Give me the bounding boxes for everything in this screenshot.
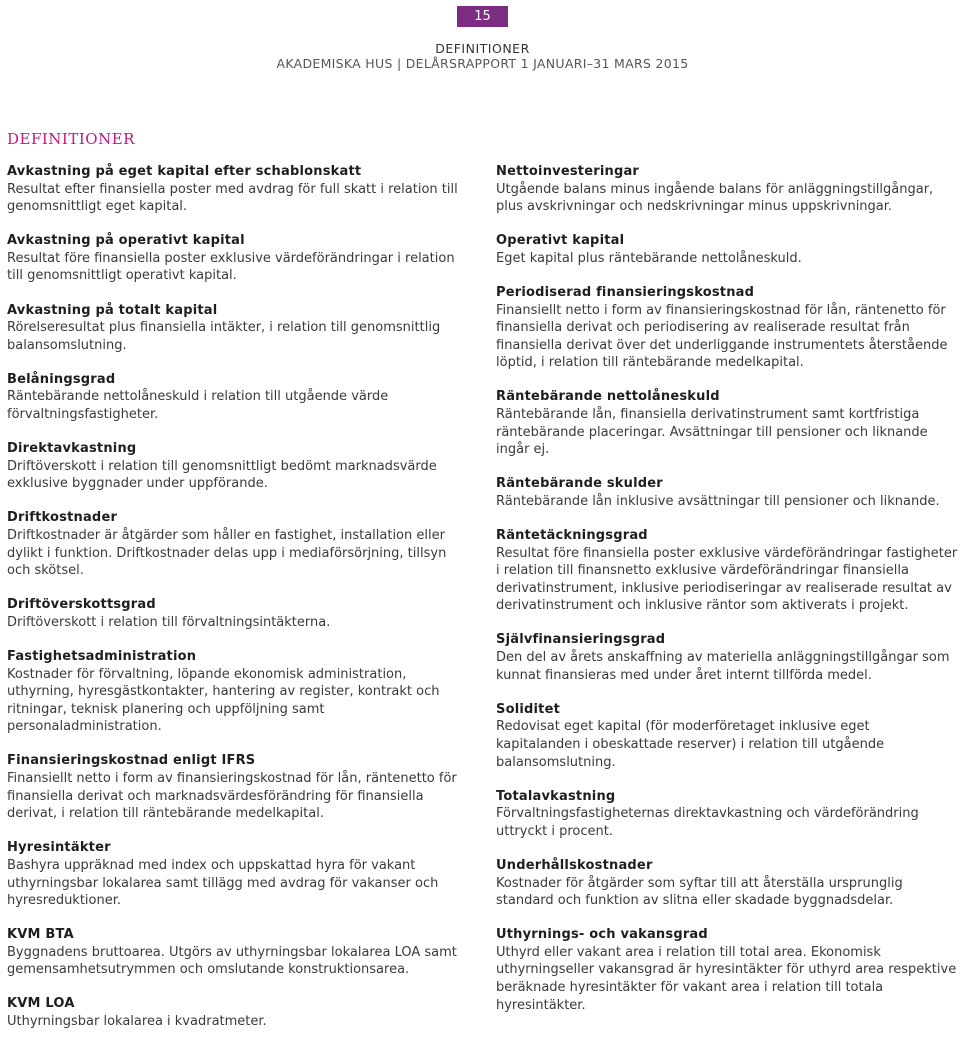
definition-text: Kostnader för förvaltning, löpande ekonomisk administration, uthyrning, hyresgästkontakter, hantering av register, kontrakt och ritningar, teknisk planering och uppföljning samt personaladministration. <box>7 666 440 735</box>
definition-text: Räntebärande lån inklusive avsättningar till pensioner och liknande. <box>496 493 940 509</box>
definition-term: Avkastning på totalt kapital <box>7 302 218 318</box>
definition-term: Totalavkastning <box>496 788 616 804</box>
definition-entry <box>496 232 958 267</box>
definition-entry <box>7 752 465 822</box>
definition-term: Periodiserad finansieringskostnad <box>496 284 755 300</box>
definition-text: Driftöverskott i relation till genomsnittligt bedömt marknadsvärde exklusive byggnader under uppförande. <box>7 458 437 492</box>
definition-entry <box>496 475 958 510</box>
definition-entry <box>496 388 958 458</box>
definition-text: Uthyrningsbar lokalarea i kvadratmeter. <box>7 1014 267 1030</box>
definition-text: Den del av årets anskaffning av materiella anläggningstillgångar som kunnat finansieras med under året internt tillförda medel. <box>496 650 950 683</box>
definition-term: Fastighetsadministration <box>7 648 197 664</box>
definition-text: Räntebärande lån, finansiella derivatinstrument samt kortfristiga räntebärande placeringar. Avsättningar till pensioner och liknande ingår ej. <box>496 407 928 458</box>
definition-term: Operativt kapital <box>496 233 625 249</box>
definition-entry <box>7 371 465 424</box>
definition-term: Driftkostnader <box>7 510 118 526</box>
definition-term: Hyresintäkter <box>7 840 111 856</box>
definition-term: Driftöverskottsgrad <box>7 597 156 613</box>
definition-entry <box>7 163 465 216</box>
definition-term: Uthyrnings- och vakansgrad <box>496 927 708 943</box>
definition-text: Byggnadens bruttoarea. Utgörs av uthyrningsbar lokalarea LOA samt gemensamhetsutrymmen och omslutande konstruktionsarea. <box>7 944 457 978</box>
definition-term: Räntebärande nettolåneskuld <box>496 389 720 405</box>
definition-entry <box>496 284 958 372</box>
definition-term: Räntetäckningsgrad <box>496 528 648 543</box>
definition-term: Finansieringskostnad enligt IFRS <box>7 753 256 769</box>
definition-entry <box>7 995 465 1030</box>
definition-term: KVM BTA <box>7 927 74 943</box>
definition-term: Räntebärande skulder <box>496 476 663 492</box>
definition-text: Utgående balans minus ingående balans för anläggningstillgångar, plus avskrivningar och nedskrivningar minus uppskrivningar. <box>496 181 934 215</box>
definition-text: Räntebärande nettolåneskuld i relation till utgående värde förvaltningsfastigheter. <box>7 389 389 423</box>
definition-text: Rörelseresultat plus finansiella intäkter, i relation till genomsnittlig balansomslutning. <box>7 320 441 353</box>
definition-entry <box>496 788 958 841</box>
definition-entry <box>496 701 958 771</box>
definition-text: Redovisat eget kapital (för moderföretaget inklusive eget kapitalanden i obeskattade reserver) i relation till utgående balansomslutning. <box>496 719 885 770</box>
definition-entry <box>496 926 958 1014</box>
definition-entry <box>7 926 465 979</box>
definition-text: Resultat efter finansiella poster med avdrag för full skatt i relation till genomsnittligt eget kapital. <box>7 181 458 215</box>
definitions-right-column <box>496 163 958 1031</box>
definition-text: Finansiellt netto i form av finansieringskostnad för lån, räntenetto för finansiella derivat och periodisering av realiserade resultat från finansiella derivat över det underliggande instrumentets återstående löptid, i relation till räntebärande medelkapital. <box>496 302 948 371</box>
definition-entry <box>496 527 958 615</box>
definition-term: Direktavkastning <box>7 441 137 457</box>
definition-term: Självfinansieringsgrad <box>496 632 666 648</box>
definition-text: Finansiellt netto i form av finansieringskostnad för lån, räntenetto för finansiella derivat och marknadsvärdesförändring för finansiella derivat, i relation till räntebärande medelkapital. <box>7 771 457 822</box>
definition-term: Soliditet <box>496 701 561 717</box>
section-heading: DEFINITIONER <box>7 130 135 148</box>
definition-entry <box>496 163 958 216</box>
definition-entry <box>7 839 465 909</box>
definition-entry <box>496 857 958 910</box>
definition-text: Driftkostnader är åtgärder som håller en fastighet, installation eller dylikt i funktion. Driftkostnader delas upp i mediaförsörjning, tillsyn och skötsel. <box>7 528 447 579</box>
definition-term: Underhållskostnader <box>496 857 653 873</box>
definitions-left-column <box>7 163 465 1047</box>
page-number-badge: 15 <box>457 6 508 27</box>
header-title: DEFINITIONER <box>435 41 530 56</box>
definition-text: Förvaltningsfastigheternas direktavkastning och värdeförändring uttryckt i procent. <box>496 806 919 839</box>
definition-text: Uthyrd eller vakant area i relation till total area. Ekonomisk uthyrningseller vakansgrad är hyresintäkter för uthyrd area respektive beräknade hyresintäkter för vakant area i relation till totala hyresintäkter. <box>496 944 957 1013</box>
definition-entry <box>496 631 958 684</box>
definition-text: Eget kapital plus räntebärande nettolåneskuld. <box>496 250 802 266</box>
definition-entry <box>7 509 465 579</box>
definition-text: Driftöverskott i relation till förvaltningsintäkterna. <box>7 614 331 630</box>
definition-entry <box>7 232 465 285</box>
definition-entry <box>7 302 465 355</box>
definition-entry <box>7 440 465 493</box>
definition-text: Bashyra uppräknad med index och uppskattad hyra för vakant uthyrningsbar lokalarea samt tillägg med avdrag för vakanser och hyresreduktioner. <box>7 857 439 909</box>
definition-text: Resultat före finansiella poster exklusive värdeförändringar fastigheter i relation till finansnetto exklusive värdeförändringar finansiella derivatinstrument, inklusive periodiseringar av realiserade resultat av derivatinstrument och inklusive räntor som aktiverats i projekt. <box>496 545 958 614</box>
definition-term: Nettoinvesteringar <box>496 164 640 179</box>
definition-term: Avkastning på eget kapital efter schablonskatt <box>7 164 362 179</box>
definition-term: KVM LOA <box>7 996 75 1012</box>
definition-entry <box>7 648 465 736</box>
definition-entry <box>7 596 465 631</box>
definition-term: Avkastning på operativt kapital <box>7 233 245 249</box>
definition-text: Kostnader för åtgärder som syftar till att återställa ursprunglig standard och funktion av slitna eller skadade byggnadsdelar. <box>496 875 903 909</box>
definition-text: Resultat före finansiella poster exklusive värdeförändringar i relation till genomsnittligt operativt kapital. <box>7 250 455 284</box>
definition-term: Belåningsgrad <box>7 371 116 387</box>
header-subtitle: AKADEMISKA HUS | DELÅRSRAPPORT 1 JANUARI–31 MARS 2015 <box>276 56 689 71</box>
